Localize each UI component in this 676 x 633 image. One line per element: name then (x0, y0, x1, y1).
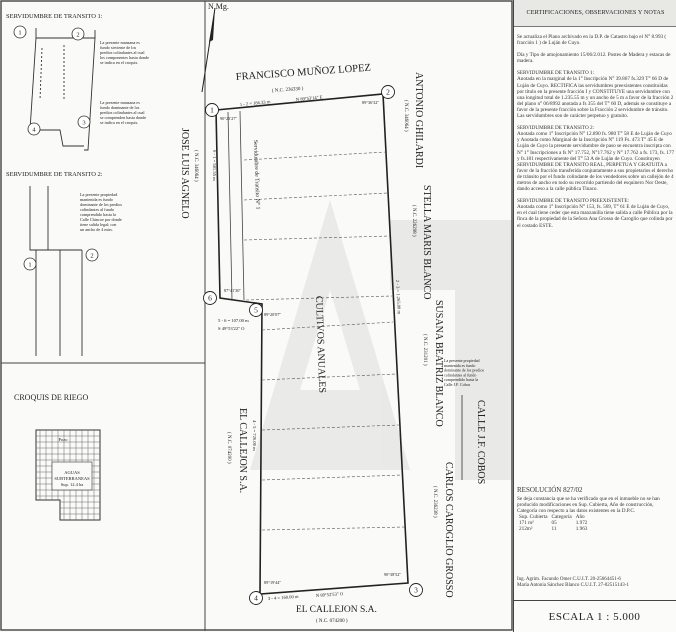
angle-label: 89°36'32" (362, 100, 380, 105)
side-1-2: 1 - 2 = 186.33 m (239, 99, 271, 107)
notes-header: CERTIFICACIONES, OBSERVACIONES Y NOTAS (514, 0, 676, 27)
croquis-label-aguas: AGUAS (64, 470, 80, 475)
angle-label: 90°23'27" (220, 116, 238, 121)
irrigation-sketch-grid (36, 430, 100, 520)
note-line: dominante de los predios (80, 202, 122, 207)
note-line: los componentes hasta donde (100, 55, 149, 60)
signature-owner: María Antonia Sánchez Blanco C.U.I.T. 27-02515143-1 (517, 583, 629, 588)
note-line: predios colindantes al cual (100, 110, 145, 115)
note-line: tiene salida legal; con (80, 222, 117, 227)
table-row: 212m² 11 1.963 (519, 526, 588, 533)
vertex-label: 5 (254, 305, 258, 315)
street-left: EL CALLEJON S.A. (237, 408, 248, 494)
note-line: La presente propiedad (444, 358, 480, 363)
owner-top-nc: ( N.C. 236330 ) (271, 86, 304, 94)
note-line: comprendido hasta la (444, 377, 479, 383)
side-6-1: 6 - 1 = 581.55 m (212, 150, 217, 181)
angle-label: 89°19'44" (264, 580, 282, 585)
side-3-4: 3 - 4 = 160.00 m (267, 593, 299, 601)
note-line: predios colindantes al cual (100, 50, 145, 55)
vertex-label: 2 (386, 87, 390, 97)
note-line: se indica en el croquis. (100, 60, 139, 65)
note-line: se comprenden hasta donde (100, 115, 147, 120)
angle-label: 90°38'52" (384, 572, 402, 577)
table-row: 171 m² 05 1.972 (519, 520, 588, 527)
note-transit1-title: SERVIDUMBRE DE TRANSITO 1: (517, 70, 595, 77)
croquis-label-pozo: Pozo (58, 437, 68, 442)
note-line: se indica en el croquis. (100, 120, 139, 125)
note-line: La presente manzana es (100, 40, 140, 45)
croquis-title: CROQUIS DE RIEGO (14, 393, 89, 402)
resolution-block (517, 486, 675, 533)
owner-right-3: SUSANA BEATRIZ BLANCO (433, 300, 444, 427)
side-5-6: 5 - 6 = 107.00 m (218, 318, 249, 323)
resolution-title: RESOLUCIÓN 827/02 (517, 486, 583, 494)
street-bottom-nc: ( N.C. 074200 ) (316, 619, 348, 624)
owner-right-4: CARLOS CAROGLIO GROSSO (443, 462, 454, 598)
resolution-table (519, 514, 591, 532)
transit1-vertex-markers (14, 26, 90, 135)
owner-right-3-nc: ( N.C. 231201 ) (422, 334, 427, 366)
vertex-label: 6 (208, 293, 212, 303)
note-line: Calle J.F. Cobos (444, 382, 471, 387)
croquis-label-sup: Sup. 12.4 ha (60, 482, 84, 487)
resolution-text: Se deja constancia que se ha verificado que en el inmueble no se han producido modificaciones en Sup. Cubierta, Año de construcción, Categoría con respecto a las datos existentes en la D.P.C. (517, 496, 660, 515)
center-label: CULTIVOS ANUALES (313, 295, 328, 394)
bearing-3-4: N 89°52'53" O (315, 591, 344, 598)
note-line: colindantes al fundo (444, 372, 477, 378)
note-line: dominante de los predios (444, 367, 485, 373)
transit1-note-b (100, 100, 146, 125)
servidumbre-strip (228, 111, 244, 300)
transit1-note-a (100, 40, 149, 65)
angle-label: 87°41'30" (224, 288, 242, 293)
vertex-label: 4 (254, 593, 258, 603)
signature-surveyor: Ing. Agrim. Facundo Omer C.U.I.T. 20-25664451-6 (517, 577, 621, 582)
note-transit2-title: SERVIDUMBRE DE TRANSITO 2: (517, 125, 595, 132)
vertex-label: 3 (414, 585, 418, 595)
svg-text:1: 1 (18, 29, 22, 37)
signatures (517, 577, 675, 589)
vertex-label: 1 (210, 105, 214, 115)
owner-right-4-nc: ( N.C. 236238 ) (432, 486, 437, 518)
transit2-sketch (30, 186, 82, 356)
street-right: CALLE J.F. COBOS (475, 400, 486, 485)
note-plan-archive: Se actualiza el Plano archivado en la D.P. de Catastro bajo el N° 8.993 ( fracción 1 ) de Luján de Cuyo. (517, 34, 667, 47)
svg-text:3: 3 (82, 119, 86, 127)
note-line: La presente propiedad (80, 192, 118, 197)
transit2-title: SERVIDUMBRE DE TRANSITO 2: (6, 171, 103, 178)
owner-left: JOSE LUIS AGNELO (179, 128, 190, 219)
owner-top: FRANCISCO MUÑOZ LOPEZ (235, 62, 372, 83)
transit2-note (80, 192, 122, 232)
svg-text:2: 2 (76, 31, 80, 39)
owner-left-nc: ( N.C. 346064 ) (193, 150, 198, 182)
note-line: La presente manzana es (100, 100, 140, 105)
owner-right-2: STELLA MARIS BLANCO (421, 185, 432, 300)
croquis-label-subterraneas: SUBTERRANEAS (54, 476, 90, 481)
table-header-row: Sup. Cubierta Categoría Año (519, 514, 585, 521)
note-line: fundo sirviente de los (100, 45, 137, 50)
bearing-1-2: N 89°53'14" E (295, 94, 323, 102)
owner-right-1-nc: ( N.C. 346064 ) (403, 100, 408, 132)
note-line: mantenida es fundo (80, 197, 113, 202)
note-preexisting: Anotada como 1° Inscripción N° 153, fs. 569, T° 61 E de Luján de Cuyo, en el cual tiene ceder que esta manzanilla tiene salida a calle Pública por la finca de la propiedad de la Señora Ana Grosso de Caroglio que colinda por el costado ESTE. (517, 204, 673, 229)
note-transit2: Anotada como 1° Inscripción N° 12.890 fs. 980 T° 58 E de Luján de Cuyo y Anotada como Marginal de la Inscripción N° 119 Fs. 473 T° 45 E de Luján de Cuyo la presente servidumbre de paso se encuentra inscripta con N° 1° Inscripciones a fs N° 17.752, N°17.762 y N° 17.762 a fs. 173, fs. 177 y fs.181 respectivamente del T° 53 A de Luján de Cuyo. Constituyen SERVIDUMBRE DE TRANSITO REAL, PERPETUA Y GRATUITA a favor de la fracción transferida conjuntamente a sus propietarios el derecho de tránsito por el fundo colindante de los vendedores sobre un callejón de 4 metros de ancho en todo su recorrido partiendo del esquinero Nor Oeste, dando acceso a la calle pública Tinaco. (517, 131, 675, 193)
svg-text:4: 4 (32, 126, 36, 134)
transit1-title: SERVIDUMBRE DE TRANSITO 1: (6, 13, 103, 20)
angle-label: 89°20'07" (264, 312, 282, 317)
servidumbre-label: Servidumbre de Transito N° 1 (252, 139, 261, 210)
side-4-5: 4 - 5 = 726.00 m (252, 420, 257, 451)
note-amojonamiento: Día y Tipo de amojonamiento 15/06/2.012. Postes de Madera y estacas de madera. (517, 52, 671, 65)
side-2-3: 2 - 3 = 1.265.00 m (395, 279, 402, 315)
watermark-logo (250, 200, 513, 480)
svg-text:2: 2 (90, 252, 94, 260)
bearing-5-6: S 49°53'22" O (218, 326, 245, 331)
notes-body (517, 34, 675, 235)
owner-right-2-nc: ( N.C. 226298 ) (411, 205, 416, 237)
north-label: N.Mg. (208, 2, 229, 11)
north-arrow-icon (202, 8, 215, 92)
note-line: mantenida es fundo (444, 362, 476, 368)
street-bottom: EL CALLEJON S.A. (296, 605, 377, 615)
street-left-nc: ( N.C. 074200 ) (226, 432, 231, 464)
scale-label: ESCALA 1 : 5.000 (513, 600, 676, 633)
note-line: Calle Chincoe por donde (80, 217, 122, 222)
note-transit1: Anotada en la marginal de la 1° Inscripción N° 39.867 fs.329 T° 66 D de Luján de Cuyo. RECTIFICA las servidumbres preexistentes constituidas por título en la presente fracción I y CONSTITUYE una servidumbre con una longitud total de 1.235.55 m y un ancho de 5 m a favor de la fracción 2 del plano n° 06/8992 anotada a fs 355 del T° 60 D, además se constituye a favor de la presente fracción sobre la Fracción 2 servidumbre de tránsito. Las servidumbres son de carácter perpetuo y gratuito. (517, 76, 674, 120)
notes-panel (513, 0, 676, 632)
note-line: colindantes al fundo (80, 207, 114, 212)
note-line: fundo dominante de los (100, 105, 140, 110)
note-preexisting-title: SERVIDUMBRE DE TRANSITO PREEXISTENTE: (517, 198, 629, 205)
note-line: un ancho de 4 mtrs. (80, 227, 113, 232)
svg-text:1: 1 (28, 261, 32, 269)
note-line: comprendido hasta la (80, 212, 116, 217)
owner-right-1: ANTONIO GHILARDI (413, 72, 424, 169)
